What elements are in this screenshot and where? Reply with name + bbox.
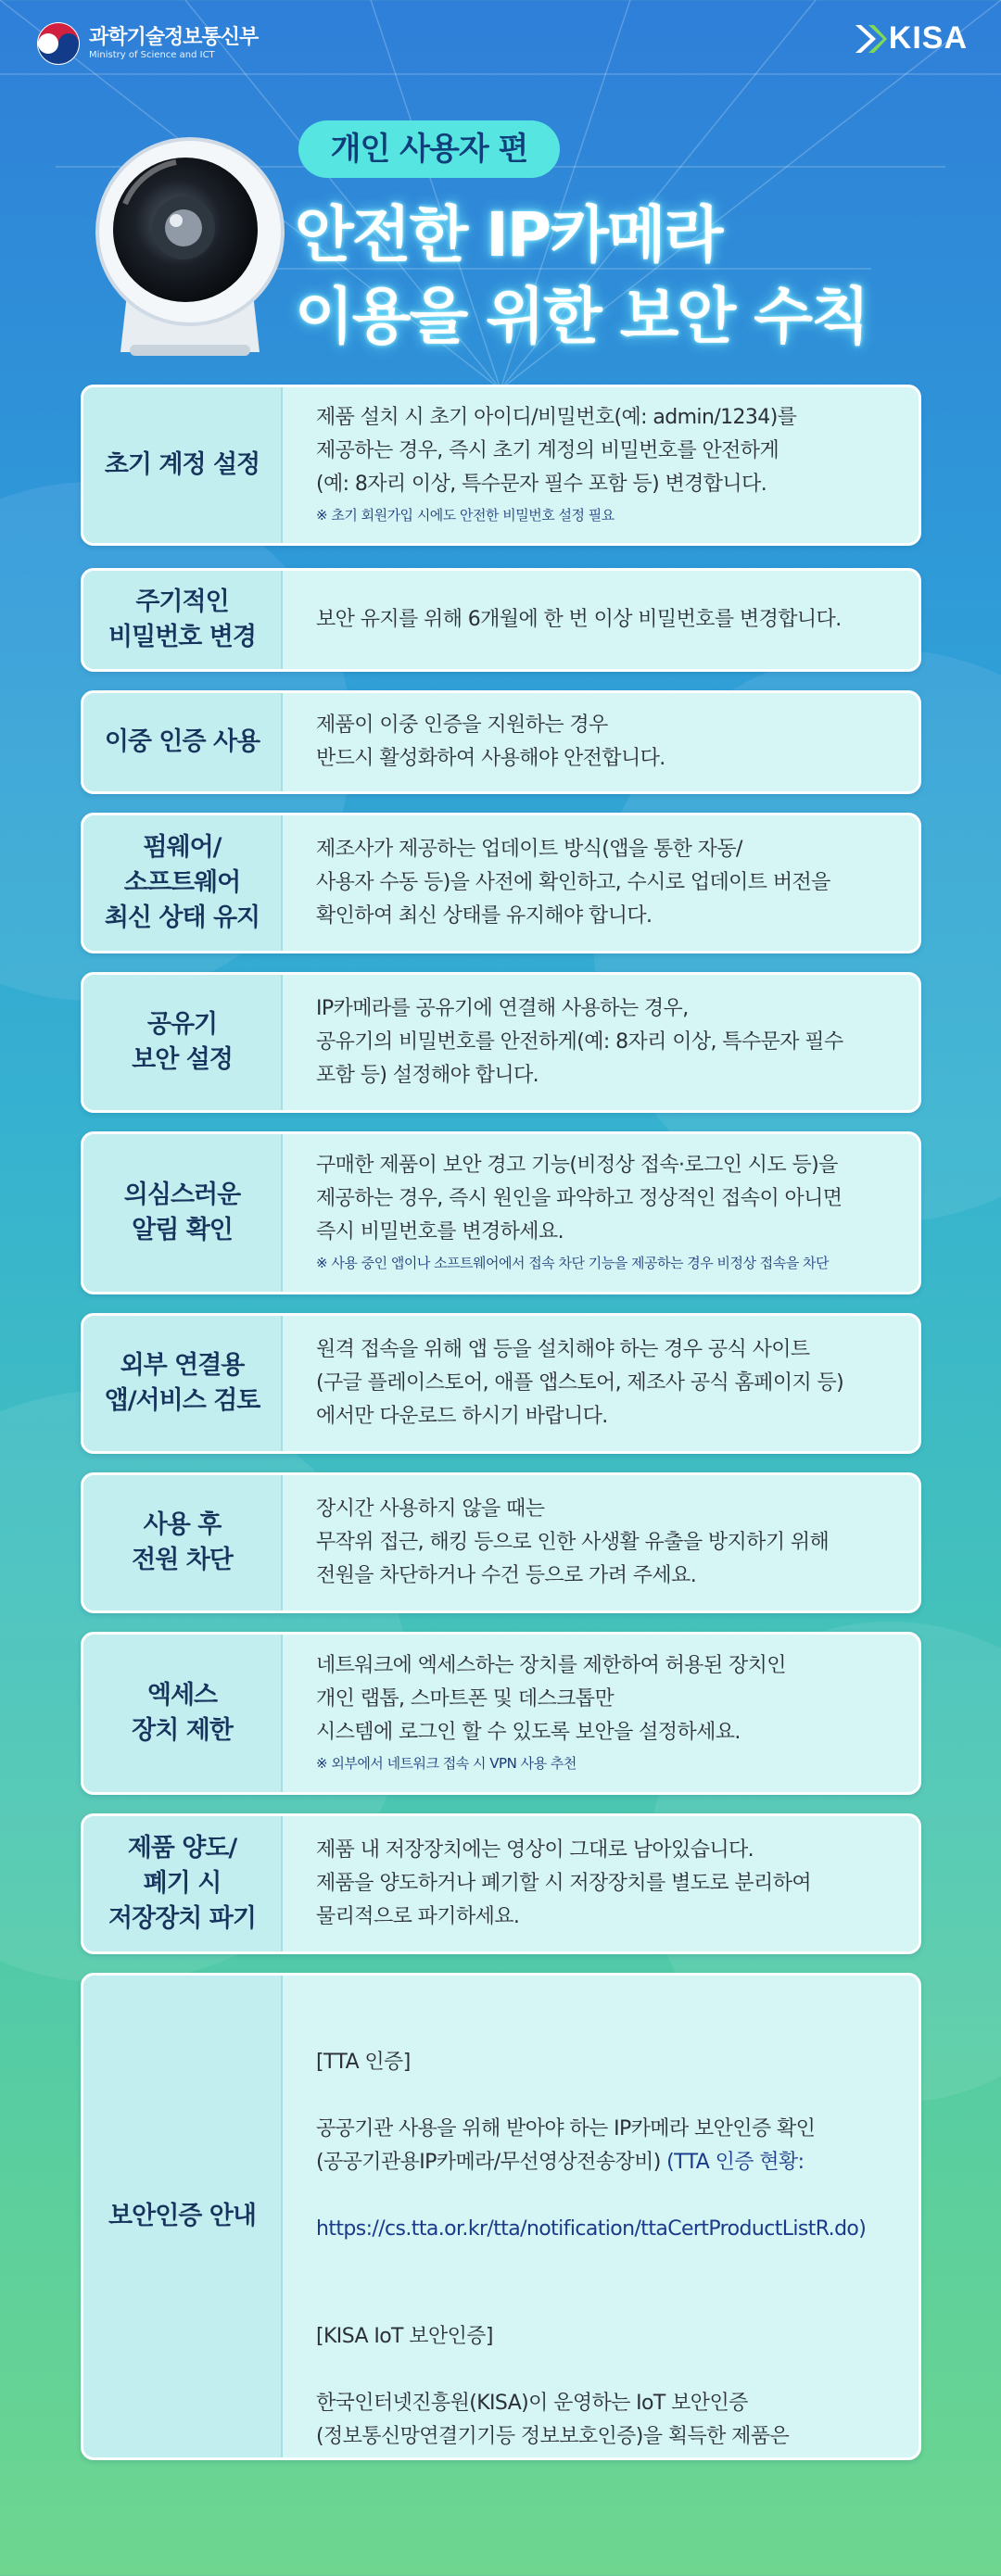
rule-text: 보안 유지를 위해 6개월에 한 번 이상 비밀번호를 변경합니다. — [316, 608, 842, 631]
kisa-cert-heading: [KISA IoT 보안인증] — [316, 2325, 493, 2348]
rule-label: 사용 후 전원 차단 — [83, 1475, 283, 1610]
rule-text: 제품 설치 시 초기 아이디/비밀번호(예: admin/1234)를 제공하는 경우, 즉시 초기 계정의 비밀번호를 안전하게 (예: 8자리 이상, 특수문자 필수 포함 등) 변경합니다. — [316, 406, 797, 496]
rule-row-two-factor — [81, 690, 921, 794]
title-line-2: 이용을 위한 보안 수칙 — [295, 281, 868, 352]
rule-text: 구매한 제품이 보안 경고 기능(비정상 접속·로그인 시도 등)을 제공하는 경우, 즉시 원인을 파악하고 정상적인 접속이 아니면 즉시 비밀번호를 변경하세요. — [316, 1154, 843, 1244]
kisa-wordmark: KISA — [888, 20, 968, 56]
tta-cert-link-label: (TTA 인증 현황: — [666, 2151, 805, 2174]
rule-text: 제품 내 저장장치에는 영상이 그대로 남아있습니다. 제품을 양도하거나 폐기할 시 저장장치를 별도로 분리하여 물리적으로 파기하세요. — [316, 1838, 812, 1928]
ip-camera-illustration — [93, 130, 287, 361]
rule-label: 보안인증 안내 — [83, 1976, 283, 2457]
rule-note: ※ 외부에서 네트워크 접속 시 VPN 사용 추천 — [316, 1755, 577, 1772]
kisa-logo — [852, 20, 968, 57]
rule-label: 주기적인 비밀번호 변경 — [83, 571, 283, 669]
rule-label: 공유기 보안 설정 — [83, 975, 283, 1110]
rule-text: 원격 접속을 위해 앱 등을 설치해야 하는 경우 공식 사이트 (구글 플레이스토어, 애플 앱스토어, 제조사 공식 홈페이지 등) 에서만 다운로드 하시기 바랍니다. — [316, 1338, 844, 1428]
rule-label: 펌웨어/ 소프트웨어 최신 상태 유지 — [83, 815, 283, 951]
audience-tag: 개인 사용자 편 — [298, 120, 560, 178]
rule-row-power-off — [81, 1472, 921, 1613]
kisa-mark-icon — [852, 21, 887, 57]
kisa-cert-text: 한국인터넷진흥원(KISA)이 운영하는 IoT 보안인증 (정보통신망연결기기등 정보보호인증)을 획득한 제품은 — [316, 2392, 790, 2448]
rule-row-suspicious-alerts — [81, 1131, 921, 1294]
rule-row-initial-account — [81, 385, 921, 546]
ministry-name: 과학기술정보통신부 — [89, 26, 259, 49]
title-line-1: 안전한 IP카메라 — [295, 199, 722, 271]
rule-text: 제조사가 제공하는 업데이트 방식(앱을 통한 자동/ 사용자 수동 등)을 사전에 확인하고, 수시로 업데이트 버전을 확인하여 최신 상태를 유지해야 합니다. — [316, 838, 830, 928]
tta-cert-paragraph — [316, 2113, 900, 2179]
rule-text: 장시간 사용하지 않을 때는 무작위 접근, 해킹 등으로 인한 사생활 유출을 방지하기 위해 전원을 차단하거나 수건 등으로 가려 주세요. — [316, 1497, 830, 1587]
rule-label: 제품 양도/ 폐기 시 저장장치 파기 — [83, 1816, 283, 1951]
kisa-cert-block — [316, 2287, 900, 2460]
rule-text: IP카메라를 공유기에 연결해 사용하는 경우, 공유기의 비밀번호를 안전하게(예: 8자리 이상, 특수문자 필수 포함 등) 설정해야 합니다. — [316, 997, 843, 1087]
rule-row-external-apps — [81, 1313, 921, 1454]
taegeuk-emblem-icon — [35, 20, 82, 67]
rule-text: 네트워크에 엑세스하는 장치를 제한하여 허용된 장치인 개인 랩톱, 스마트폰 및 데스크톱만 시스템에 로그인 할 수 있도록 보안을 설정하세요. — [316, 1654, 786, 1744]
rule-row-storage-disposal — [81, 1813, 921, 1954]
kc-cert-block — [316, 1973, 900, 2005]
rule-label: 초기 계정 설정 — [83, 387, 283, 543]
rule-row-password-change — [81, 568, 921, 672]
rule-text: 제품이 이중 인증을 지원하는 경우 반드시 활성화하여 사용해야 안전합니다. — [316, 713, 665, 770]
rule-row-firmware — [81, 813, 921, 953]
rule-label: 외부 연결용 앱/서비스 검토 — [83, 1316, 283, 1451]
tta-cert-heading: [TTA 인증] — [316, 2051, 411, 2074]
rule-row-certification — [81, 1973, 921, 2460]
tta-cert-block — [316, 2013, 900, 2279]
rule-note: ※ 초기 회원가입 시에도 안전한 비밀번호 설정 필요 — [316, 507, 615, 524]
rule-note: ※ 사용 중인 앱이나 소프트웨어에서 접속 차단 기능을 제공하는 경우 비정상 접속을 차단 — [316, 1255, 829, 1271]
rule-row-router — [81, 972, 921, 1113]
rule-label: 엑세스 장치 제한 — [83, 1635, 283, 1792]
ministry-english-name: Ministry of Science and ICT — [89, 50, 215, 60]
tta-cert-text: 공공기관 사용을 위해 받아야 하는 IP카메라 보안인증 확인 (공공기관용IP카메라/무선영상전송장비) — [316, 2117, 816, 2174]
rule-row-access-devices — [81, 1632, 921, 1795]
page-title — [295, 195, 962, 358]
rule-label: 이중 인증 사용 — [83, 693, 283, 791]
rule-label: 의심스러운 알림 확인 — [83, 1134, 283, 1292]
header — [0, 0, 1001, 93]
ministry-logo — [35, 20, 258, 67]
tta-cert-link[interactable]: https://cs.tta.or.kr/tta/notification/ttaCertProductListR.do) — [316, 2217, 867, 2241]
